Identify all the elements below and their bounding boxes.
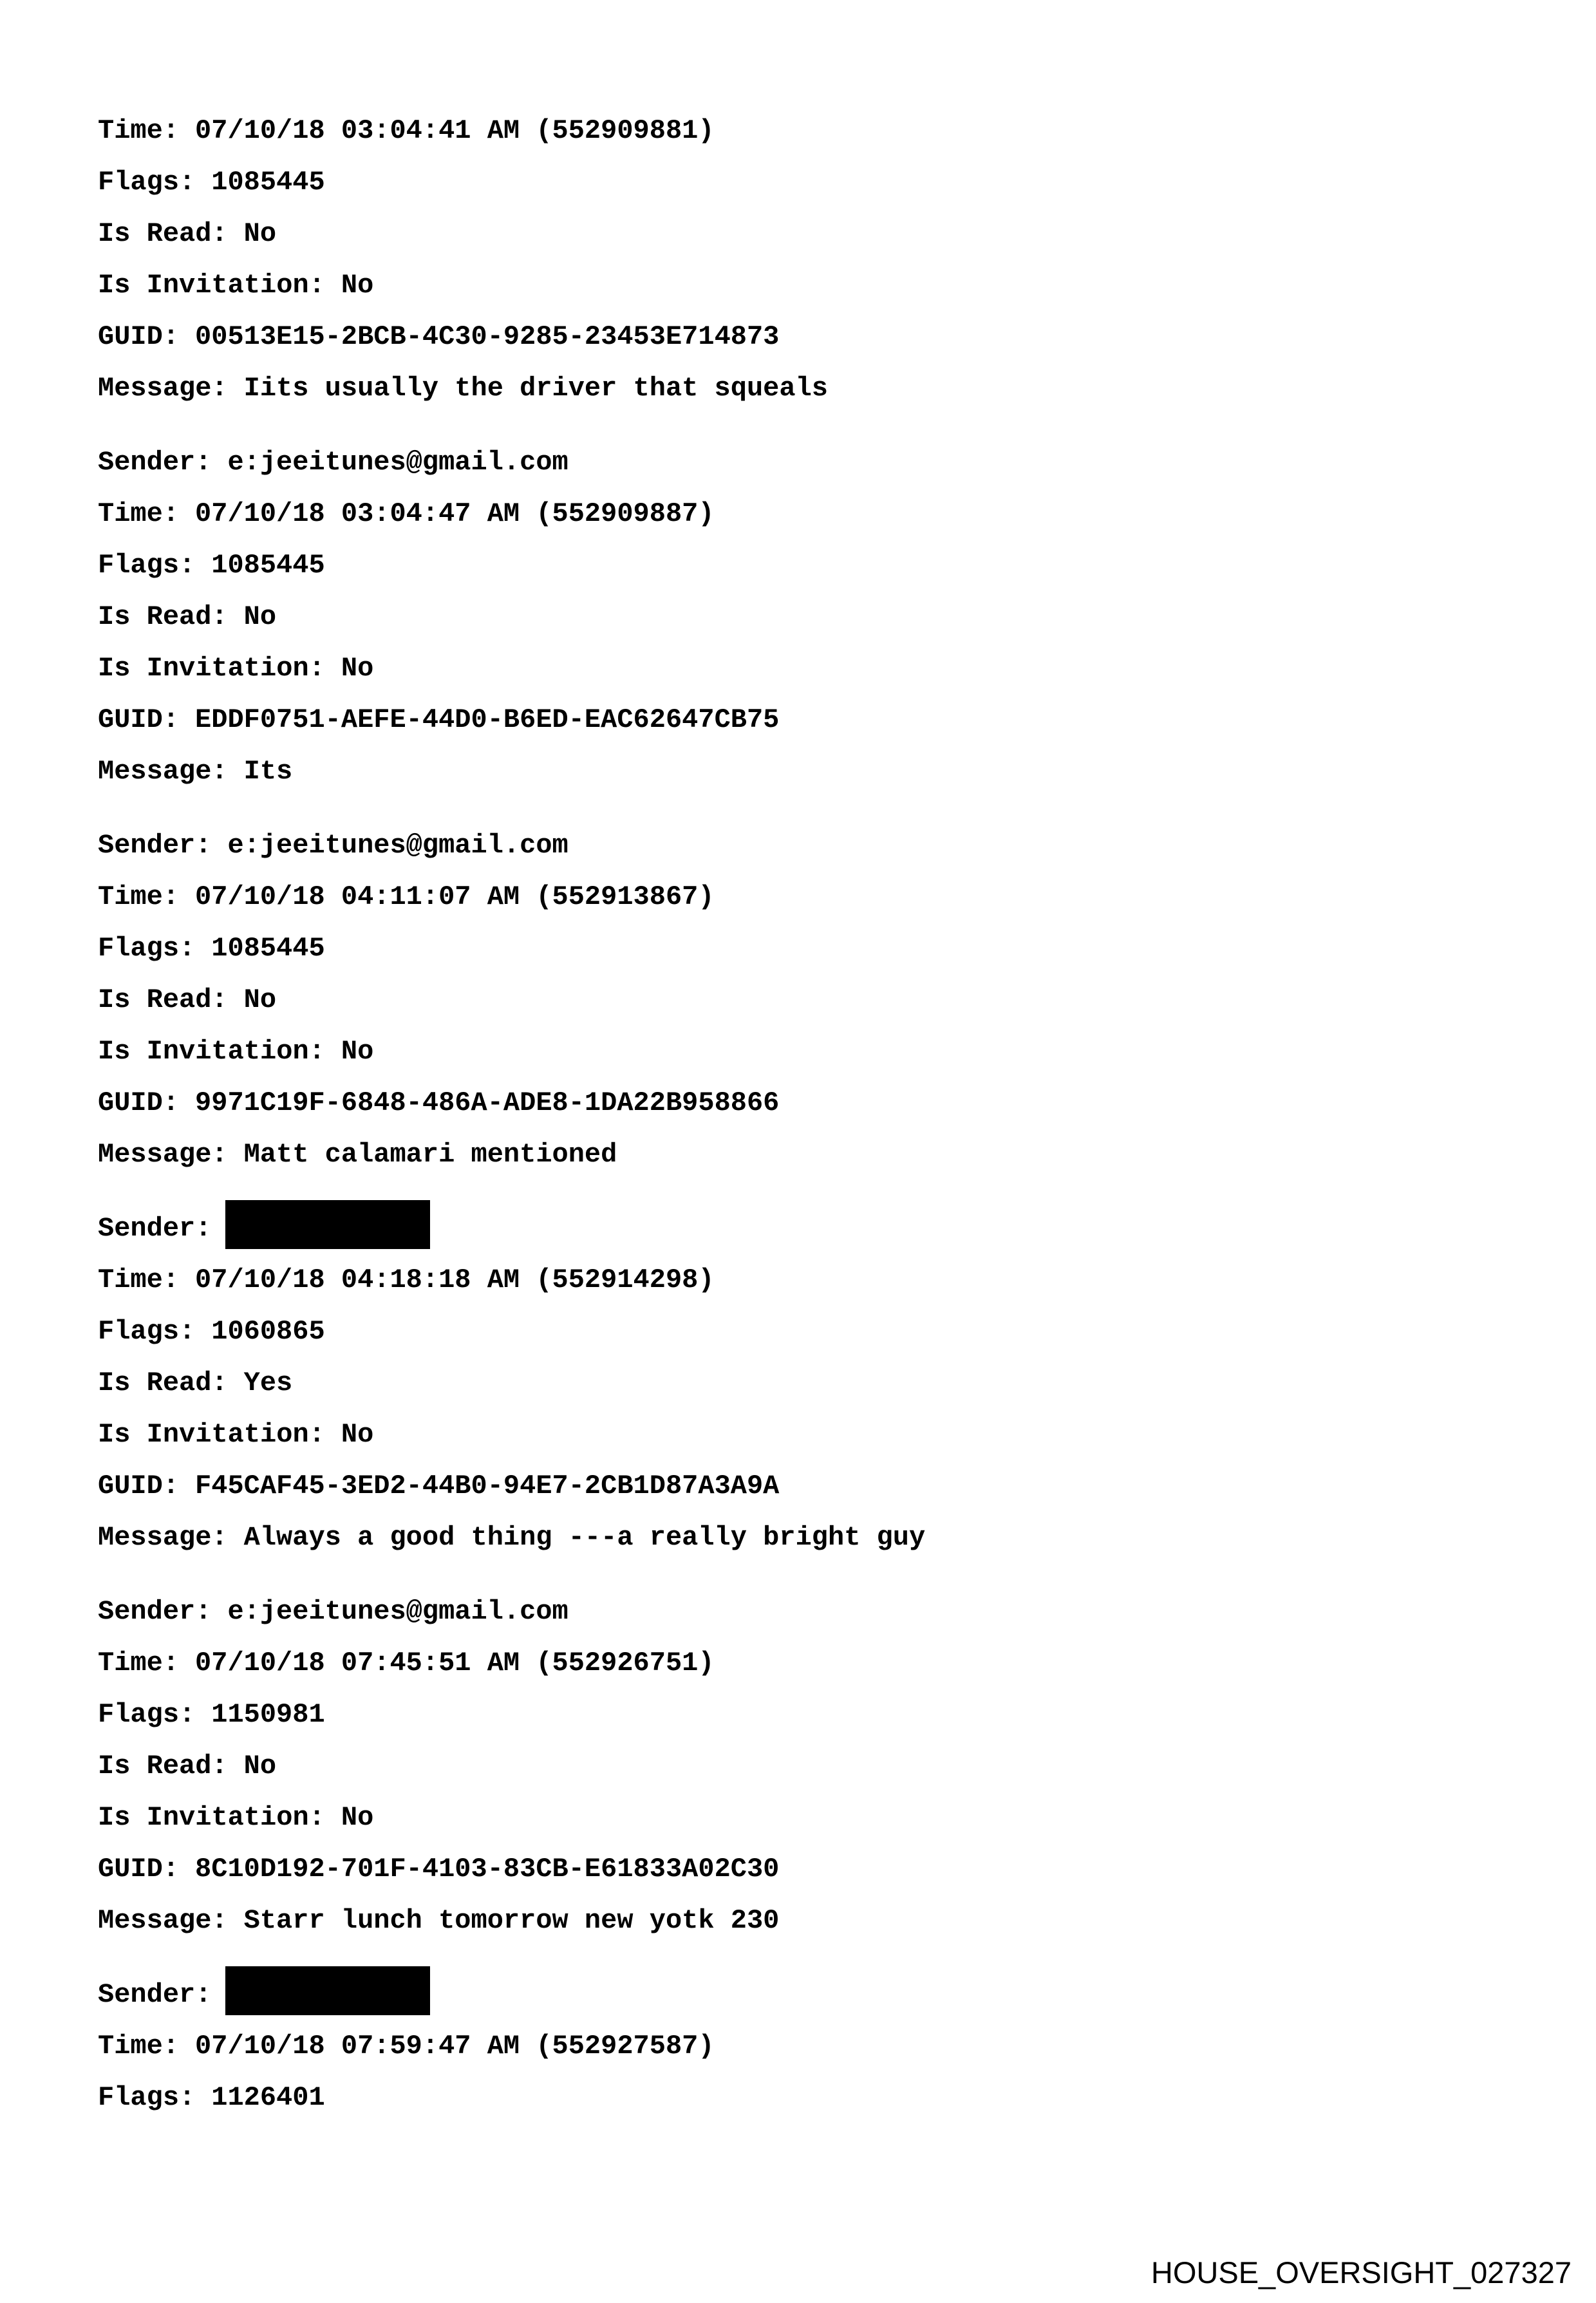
field-label: Is Read: [98, 1751, 228, 1781]
field-value: Matt calamari mentioned [243, 1139, 617, 1170]
message-record [98, 1586, 925, 1946]
field-line [98, 362, 925, 414]
bates-number: HOUSE_OVERSIGHT_027327 [1150, 2255, 1572, 2289]
field-line [98, 820, 925, 871]
field-line [98, 488, 925, 540]
field-value: Yes [243, 1368, 293, 1398]
field-line [98, 1969, 925, 2020]
field-line [98, 259, 925, 311]
field-value: No [341, 270, 374, 301]
field-label: Time: [98, 881, 180, 912]
field-label: Message: [98, 1905, 228, 1936]
field-value: Iits usually the driver that squeals [243, 373, 828, 404]
field-line [98, 1460, 925, 1512]
field-line [98, 156, 925, 208]
field-value: 00513E15-2BCB-4C30-9285-23453E714873 [195, 321, 780, 352]
field-line [98, 1026, 925, 1077]
field-label: Flags: [98, 1316, 196, 1347]
field-line [98, 923, 925, 974]
field-line [98, 540, 925, 591]
field-label: Is Invitation: [98, 1419, 325, 1450]
field-line [98, 437, 925, 488]
field-value: No [341, 1802, 374, 1833]
field-label: Is Invitation: [98, 1036, 325, 1067]
field-value: Its [243, 756, 293, 787]
field-value: 1150981 [211, 1699, 325, 1730]
field-label: Flags: [98, 167, 196, 198]
field-label: Time: [98, 115, 180, 146]
records-list [98, 105, 925, 2146]
field-value: No [341, 1036, 374, 1067]
field-line [98, 311, 925, 362]
field-line [98, 643, 925, 694]
field-value: 1085445 [211, 550, 325, 581]
field-label: Is Read: [98, 984, 228, 1015]
field-value: 07/10/18 07:59:47 AM (552927587) [195, 2031, 715, 2062]
field-value: 1085445 [211, 933, 325, 964]
field-label: Flags: [98, 550, 196, 581]
field-line [98, 1357, 925, 1409]
field-label: GUID: [98, 1854, 180, 1885]
field-label: Sender: [98, 1979, 212, 2010]
field-label: Time: [98, 1264, 180, 1295]
field-label: Time: [98, 2031, 180, 2062]
field-line [98, 2020, 925, 2072]
message-record [98, 105, 925, 414]
field-label: Is Read: [98, 601, 228, 632]
field-label: Flags: [98, 1699, 196, 1730]
field-label: Sender: [98, 447, 212, 478]
field-label: Sender: [98, 830, 212, 861]
field-value: No [341, 1419, 374, 1450]
field-label: Message: [98, 1522, 228, 1553]
field-value: 07/10/18 04:18:18 AM (552914298) [195, 1264, 715, 1295]
field-value: F45CAF45-3ED2-44B0-94E7-2CB1D87A3A9A [195, 1471, 780, 1501]
field-label: GUID: [98, 1471, 180, 1501]
field-line [98, 1689, 925, 1740]
field-value: e:jeeitunes@gmail.com [227, 1596, 568, 1627]
field-line [98, 1254, 925, 1306]
field-value: No [243, 984, 277, 1015]
field-label: Is Read: [98, 218, 228, 249]
message-record [98, 820, 925, 1180]
field-label: Time: [98, 1648, 180, 1678]
field-label: Sender: [98, 1213, 212, 1244]
field-line [98, 1740, 925, 1792]
field-value: e:jeeitunes@gmail.com [227, 830, 568, 861]
field-line [98, 1306, 925, 1357]
field-label: Message: [98, 756, 228, 787]
field-label: Message: [98, 1139, 228, 1170]
field-label: Flags: [98, 933, 196, 964]
field-value: e:jeeitunes@gmail.com [227, 447, 568, 478]
field-line [98, 105, 925, 156]
field-value: 1060865 [211, 1316, 325, 1347]
field-label: Is Invitation: [98, 1802, 325, 1833]
field-label: Is Read: [98, 1368, 228, 1398]
field-line [98, 1409, 925, 1460]
field-line [98, 208, 925, 259]
field-line [98, 1637, 925, 1689]
field-line [98, 1586, 925, 1637]
field-value: 07/10/18 03:04:47 AM (552909887) [195, 498, 715, 529]
field-line [98, 591, 925, 643]
field-value: EDDF0751-AEFE-44D0-B6ED-EAC62647CB75 [195, 704, 780, 735]
redaction-box [225, 1200, 430, 1249]
field-label: Sender: [98, 1596, 212, 1627]
field-line [98, 1512, 925, 1563]
field-label: GUID: [98, 321, 180, 352]
field-value: 8C10D192-701F-4103-83CB-E61833A02C30 [195, 1854, 780, 1885]
field-line [98, 871, 925, 923]
field-line [98, 1792, 925, 1843]
field-line [98, 974, 925, 1026]
field-label: Flags: [98, 2082, 196, 2113]
field-label: GUID: [98, 704, 180, 735]
field-line [98, 746, 925, 797]
field-line [98, 694, 925, 746]
field-value: 1085445 [211, 167, 325, 198]
message-record [98, 437, 925, 797]
field-line [98, 2072, 925, 2123]
field-value: No [341, 653, 374, 684]
field-line [98, 1077, 925, 1129]
field-value: No [243, 601, 277, 632]
field-label: Message: [98, 373, 228, 404]
message-record [98, 1203, 925, 1563]
redaction-box [225, 1966, 430, 2015]
field-line [98, 1895, 925, 1946]
field-value: No [243, 1751, 277, 1781]
field-value: 1126401 [211, 2082, 325, 2113]
field-label: Time: [98, 498, 180, 529]
message-record [98, 1969, 925, 2123]
field-label: Is Invitation: [98, 653, 325, 684]
field-value: 07/10/18 07:45:51 AM (552926751) [195, 1648, 715, 1678]
field-label: GUID: [98, 1087, 180, 1118]
field-value: Always a good thing ---a really bright guy [243, 1522, 926, 1553]
field-value: 07/10/18 03:04:41 AM (552909881) [195, 115, 715, 146]
field-line [98, 1843, 925, 1895]
field-value: Starr lunch tomorrow new yotk 230 [243, 1905, 780, 1936]
field-line [98, 1203, 925, 1254]
field-value: No [243, 218, 277, 249]
field-value: 9971C19F-6848-486A-ADE8-1DA22B958866 [195, 1087, 780, 1118]
field-value: 07/10/18 04:11:07 AM (552913867) [195, 881, 715, 912]
field-line [98, 1129, 925, 1180]
field-label: Is Invitation: [98, 270, 325, 301]
